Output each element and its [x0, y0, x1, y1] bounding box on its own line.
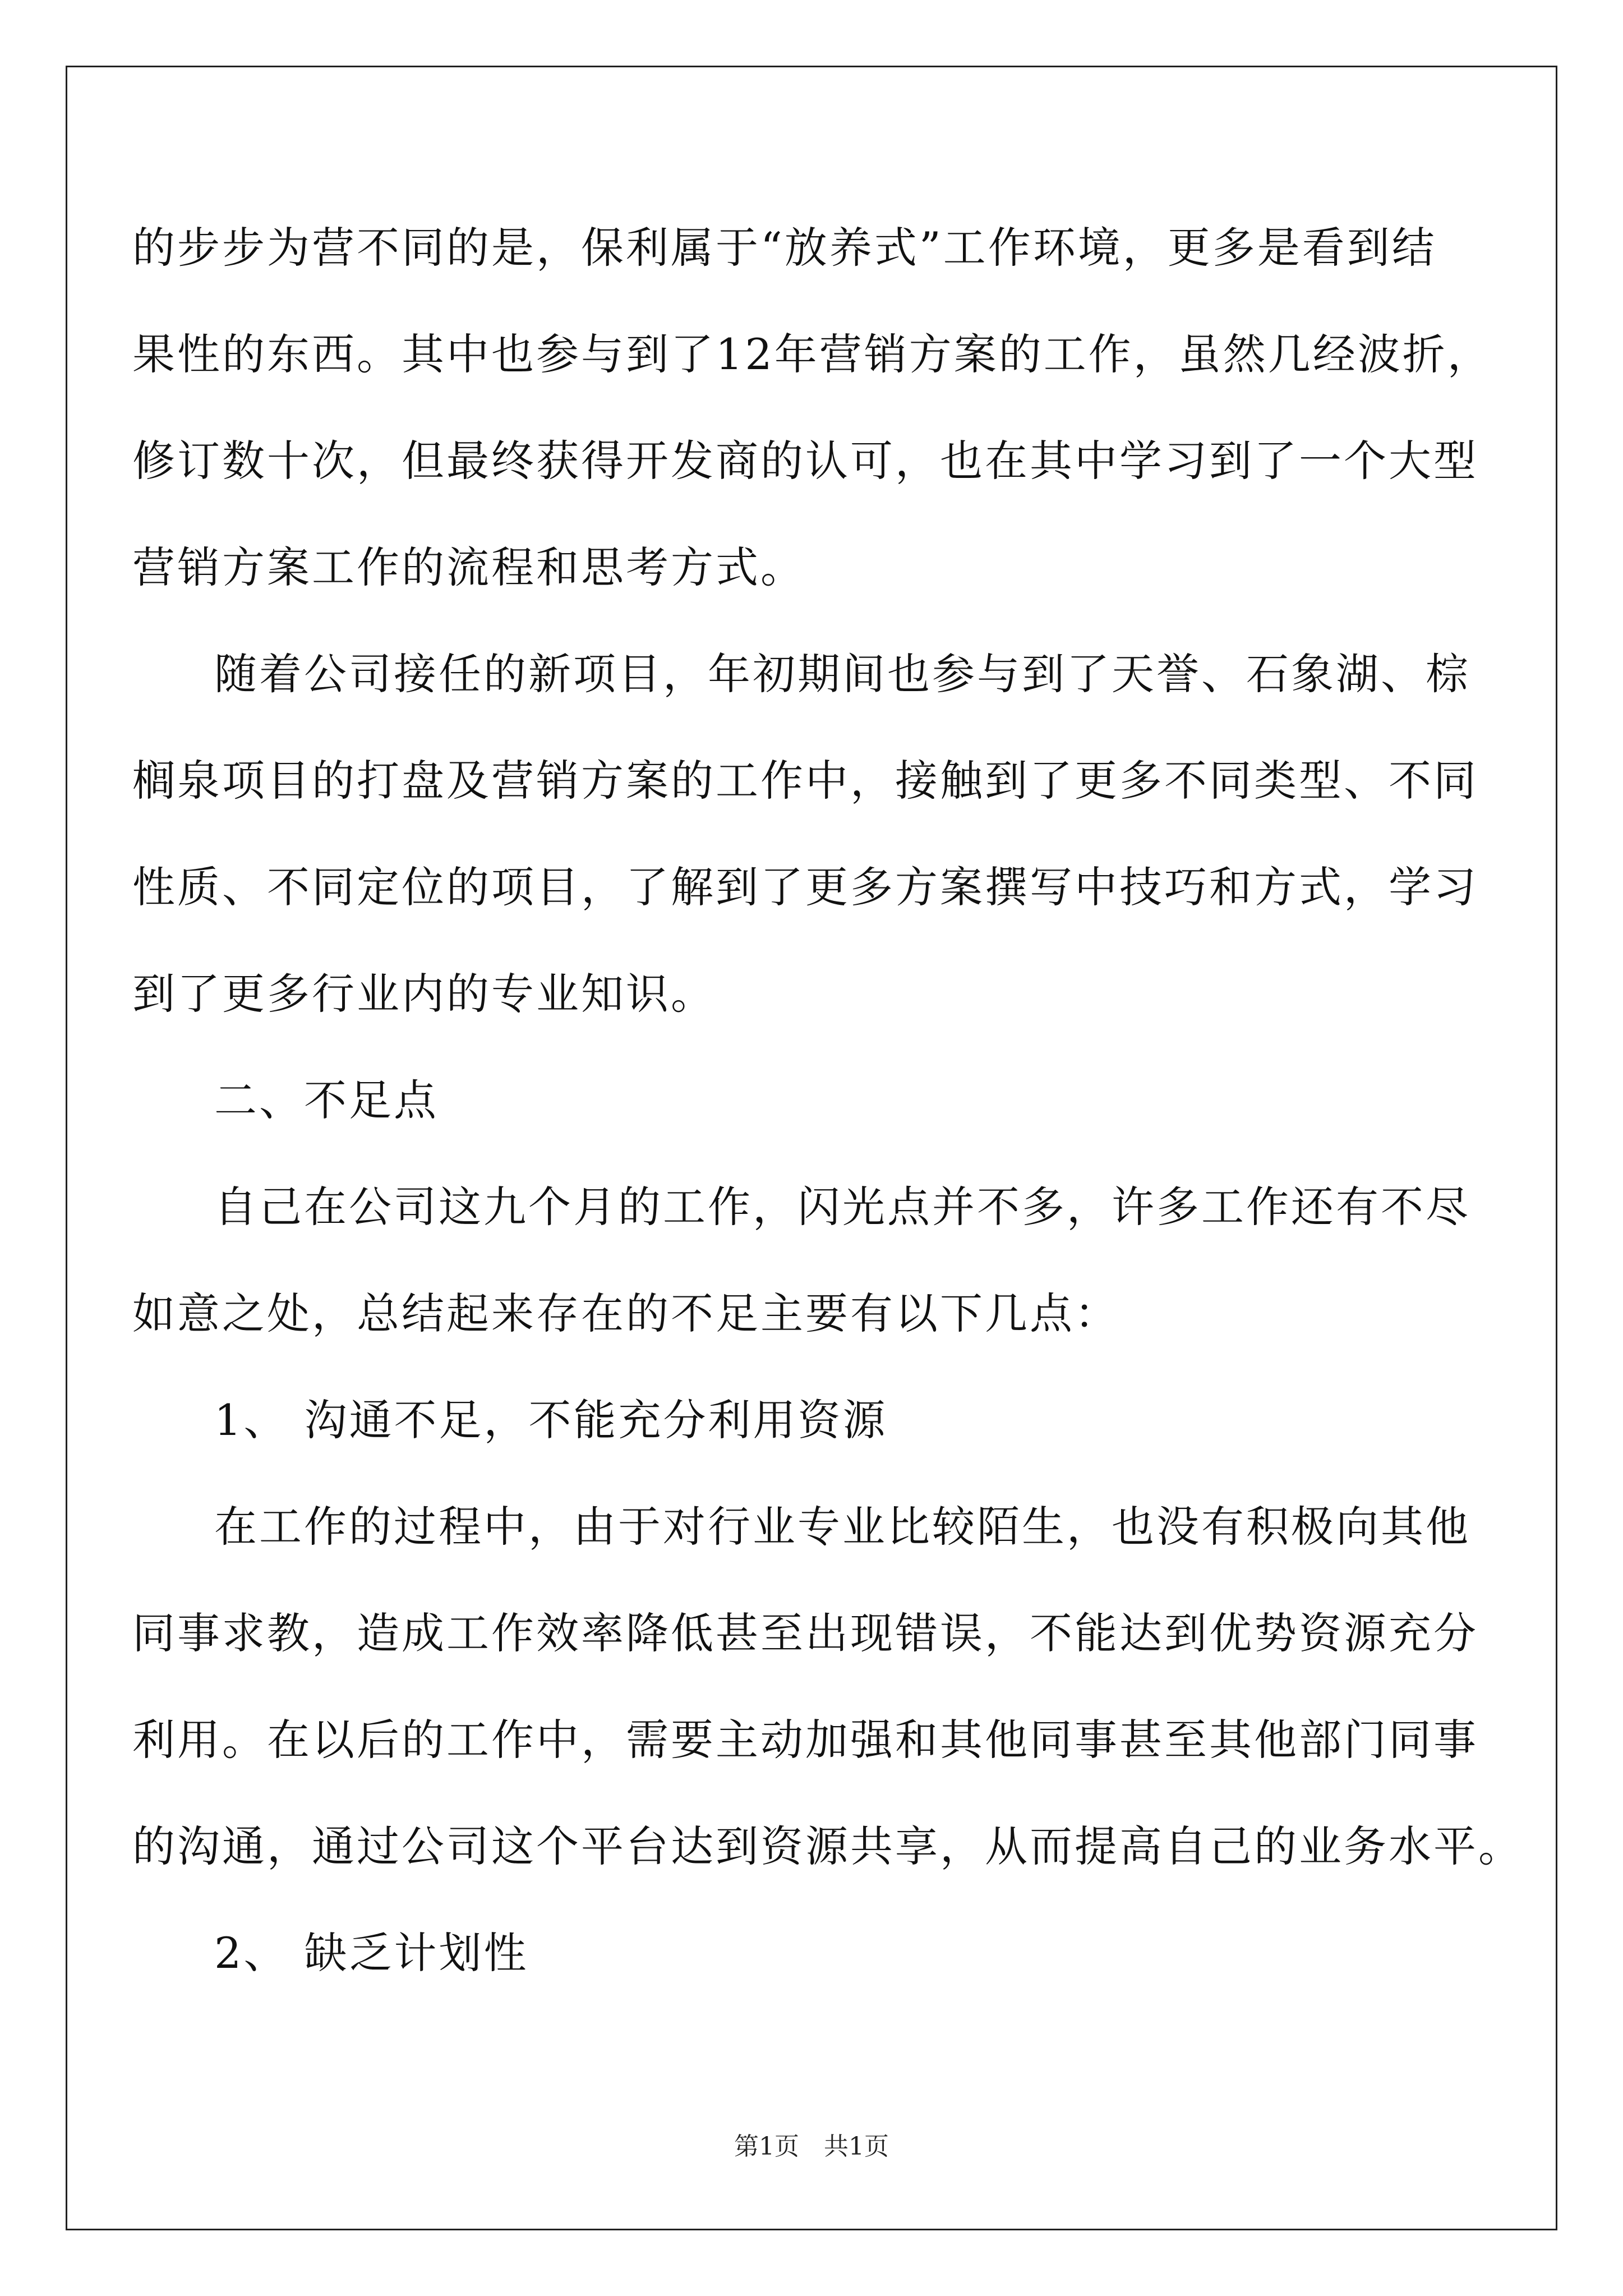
page-number: 第1页 共1页 — [734, 2132, 889, 2161]
text-line: 的步步为营不同的是，保利属于“放养式”工作环境，更多是看到结 — [132, 223, 1437, 273]
text-line: 到了更多行业内的专业知识。 — [132, 969, 716, 1019]
paragraph-start-line: 自己在公司这九个月的工作，闪光点并不多，许多工作还有不尽 — [214, 1182, 1470, 1232]
subheading: 2、 缺乏计划性 — [214, 1928, 529, 1978]
text-line: 如意之处，总结起来存在的不足主要有以下几点： — [132, 1289, 1119, 1338]
text-line: 利用。在以后的工作中，需要主动加强和其他同事甚至其他部门同事 — [132, 1715, 1478, 1765]
text-line: 性质、不同定位的项目，了解到了更多方案撰写中技巧和方式，学习 — [132, 862, 1478, 912]
text-line: 修订数十次，但最终获得开发商的认可，也在其中学习到了一个大型 — [132, 436, 1478, 486]
paragraph-start-line: 随着公司接任的新项目，年初期间也参与到了天誉、石象湖、棕 — [214, 649, 1470, 699]
section-heading: 二、不足点 — [214, 1075, 439, 1125]
page-border — [66, 66, 1557, 2230]
text-line: 同事求教，造成工作效率降低甚至出现错误，不能达到优势资源充分 — [132, 1608, 1478, 1658]
subheading: 1、 沟通不足，不能充分利用资源 — [214, 1395, 888, 1445]
text-line: 榈泉项目的打盘及营销方案的工作中，接触到了更多不同类型、不同 — [132, 756, 1478, 806]
paragraph-start-line: 在工作的过程中，由于对行业专业比较陌生，也没有积极向其他 — [214, 1502, 1470, 1552]
text-line: 果性的东西。其中也参与到了12年营销方案的工作，虽然几经波折， — [132, 329, 1492, 379]
text-line: 的沟通，通过公司这个平台达到资源共享，从而提高自己的业务水平。 — [132, 1821, 1523, 1871]
text-line: 营销方案工作的流程和思考方式。 — [132, 542, 805, 592]
